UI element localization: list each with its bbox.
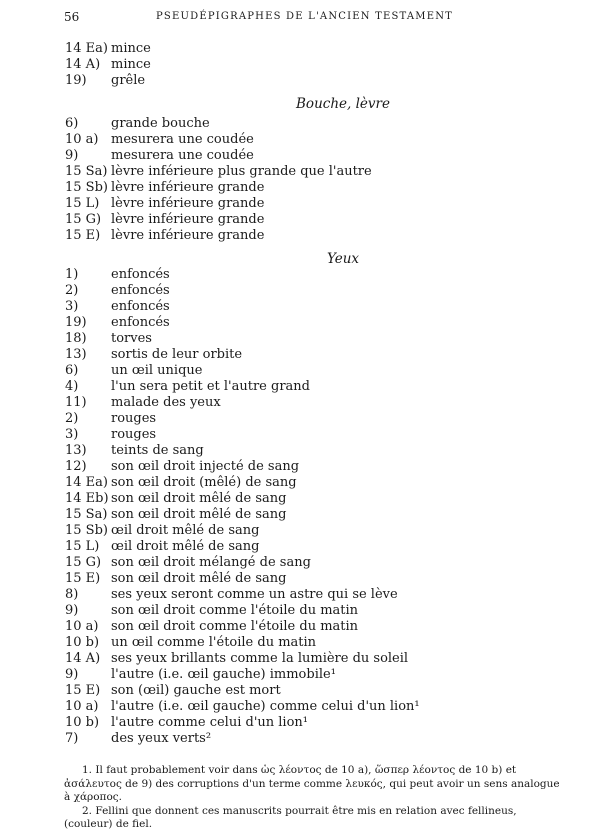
siglum: 2) bbox=[65, 411, 79, 426]
list-item bbox=[0, 571, 606, 587]
entry-text: son œil droit comme l'étoile du matin bbox=[111, 603, 359, 618]
siglum: 18) bbox=[65, 331, 87, 346]
entry-text: son œil droit mêlé de sang bbox=[111, 507, 287, 522]
siglum: 15 E) bbox=[65, 683, 101, 698]
entry-text: lèvre inférieure grande bbox=[111, 228, 265, 243]
list-item bbox=[0, 180, 606, 196]
entry-text: mince bbox=[111, 57, 151, 72]
siglum: 14 Eb) bbox=[65, 491, 109, 506]
siglum: 15 Sb) bbox=[65, 523, 108, 538]
siglum: 12) bbox=[65, 459, 87, 474]
siglum: 6) bbox=[65, 363, 79, 378]
list-item bbox=[0, 619, 606, 635]
entry-text: l'un sera petit et l'autre grand bbox=[111, 379, 310, 394]
siglum: 10 a) bbox=[65, 699, 99, 714]
list-item bbox=[0, 603, 606, 619]
siglum: 4) bbox=[65, 379, 79, 394]
siglum: 7) bbox=[65, 731, 79, 746]
list-item bbox=[0, 228, 606, 244]
entry-text: enfoncés bbox=[111, 283, 170, 298]
siglum: 8) bbox=[65, 587, 79, 602]
list-item bbox=[0, 683, 606, 699]
list-item bbox=[0, 731, 606, 747]
entry-text: ses yeux brillants comme la lumière du soleil bbox=[111, 651, 409, 666]
page-header bbox=[64, 10, 546, 26]
siglum: 9) bbox=[65, 603, 79, 618]
entry-text: son œil droit mélangé de sang bbox=[111, 555, 311, 570]
entry-text: torves bbox=[111, 331, 152, 346]
entry-text: enfoncés bbox=[111, 315, 170, 330]
entry-text: l'autre (i.e. œil gauche) immobile¹ bbox=[111, 667, 336, 682]
entry-text: des yeux verts² bbox=[111, 731, 212, 746]
siglum: 15 E) bbox=[65, 228, 101, 243]
siglum: 19) bbox=[65, 315, 87, 330]
list-item bbox=[0, 555, 606, 571]
entry-text: lèvre inférieure plus grande que l'autre bbox=[111, 164, 372, 179]
entry-text: grêle bbox=[111, 73, 146, 88]
entry-text: son (œil) gauche est mort bbox=[111, 683, 281, 698]
siglum: 2) bbox=[65, 283, 79, 298]
siglum: 13) bbox=[65, 443, 87, 458]
list-item bbox=[0, 411, 606, 427]
list-item bbox=[0, 283, 606, 299]
list-item bbox=[0, 491, 606, 507]
entry-text: lèvre inférieure grande bbox=[111, 180, 265, 195]
siglum: 15 L) bbox=[65, 196, 100, 211]
siglum: 10 a) bbox=[65, 619, 99, 634]
list-item bbox=[0, 443, 606, 459]
list-item bbox=[0, 73, 606, 89]
siglum: 3) bbox=[65, 427, 79, 442]
siglum: 10 b) bbox=[65, 635, 100, 650]
entry-text: son œil droit injecté de sang bbox=[111, 459, 300, 474]
entry-text: enfoncés bbox=[111, 267, 170, 282]
section-title: Yeux bbox=[326, 251, 360, 267]
list-item bbox=[0, 715, 606, 731]
siglum: 15 Sb) bbox=[65, 180, 108, 195]
list-item bbox=[0, 427, 606, 443]
entry-text: mesurera une coudée bbox=[111, 132, 254, 147]
entry-text: l'autre comme celui d'un lion¹ bbox=[111, 715, 308, 730]
siglum: 9) bbox=[65, 667, 79, 682]
list-item bbox=[0, 507, 606, 523]
siglum: 14 A) bbox=[65, 57, 101, 72]
entry-text: rouges bbox=[111, 411, 157, 426]
list-item bbox=[0, 164, 606, 180]
siglum: 15 G) bbox=[65, 555, 102, 570]
list-item bbox=[0, 651, 606, 667]
entry-text: mesurera une coudée bbox=[111, 148, 254, 163]
list-item bbox=[0, 635, 606, 651]
list-item bbox=[0, 57, 606, 73]
list-item bbox=[0, 379, 606, 395]
siglum: 15 Sa) bbox=[65, 507, 108, 522]
siglum: 14 A) bbox=[65, 651, 101, 666]
list-item bbox=[0, 475, 606, 491]
entry-text: malade des yeux bbox=[111, 395, 221, 410]
entry-text: enfoncés bbox=[111, 299, 170, 314]
list-item bbox=[0, 395, 606, 411]
list-item bbox=[0, 132, 606, 148]
entry-text: son œil droit mêlé de sang bbox=[111, 571, 287, 586]
list-item bbox=[0, 699, 606, 715]
section-title: Bouche, lèvre bbox=[296, 96, 390, 112]
list-item bbox=[0, 267, 606, 283]
entry-text: son œil droit mêlé de sang bbox=[111, 491, 287, 506]
siglum: 1) bbox=[65, 267, 79, 282]
list-item bbox=[0, 41, 606, 57]
siglum: 15 E) bbox=[65, 571, 101, 586]
list-item bbox=[0, 148, 606, 164]
siglum: 13) bbox=[65, 347, 87, 362]
list-item bbox=[0, 667, 606, 683]
siglum: 14 Ea) bbox=[65, 41, 108, 56]
entry-text: ses yeux seront comme un astre qui se lève bbox=[111, 587, 398, 602]
entry-text: son œil droit (mêlé) de sang bbox=[111, 475, 297, 490]
list-item bbox=[0, 196, 606, 212]
list-item bbox=[0, 523, 606, 539]
siglum: 14 Ea) bbox=[65, 475, 108, 490]
list-item bbox=[0, 331, 606, 347]
siglum: 15 G) bbox=[65, 212, 102, 227]
siglum: 10 a) bbox=[65, 132, 99, 147]
running-head: PSEUDÉPIGRAPHES DE L'ANCIEN TESTAMENT bbox=[156, 11, 454, 22]
siglum: 3) bbox=[65, 299, 79, 314]
list-item bbox=[0, 212, 606, 228]
list-item bbox=[0, 539, 606, 555]
entry-text: rouges bbox=[111, 427, 157, 442]
entry-text: grande bouche bbox=[111, 116, 210, 131]
page-number: 56 bbox=[64, 10, 80, 24]
footnotes bbox=[64, 764, 564, 832]
list-item bbox=[0, 459, 606, 475]
list-item bbox=[0, 363, 606, 379]
siglum: 15 Sa) bbox=[65, 164, 108, 179]
list-item bbox=[0, 347, 606, 363]
entry-text: lèvre inférieure grande bbox=[111, 196, 265, 211]
entry-text: l'autre (i.e. œil gauche) comme celui d'un lion¹ bbox=[111, 699, 420, 714]
list-item bbox=[0, 299, 606, 315]
siglum: 10 b) bbox=[65, 715, 100, 730]
siglum: 6) bbox=[65, 116, 79, 131]
entry-text: œil droit mêlé de sang bbox=[111, 539, 260, 554]
entry-text: lèvre inférieure grande bbox=[111, 212, 265, 227]
siglum: 19) bbox=[65, 73, 87, 88]
list-item bbox=[0, 116, 606, 132]
footnote: 1. Il faut probablement voir dans ὡς λέοντος de 10 a), ὥσπερ λέοντος de 10 b) et ἀσάλευτος de 9) des corruptions d'un terme comme λευκός, qui peut avoir un sens analogue à χάροπος. bbox=[64, 764, 560, 803]
siglum: 15 L) bbox=[65, 539, 100, 554]
entry-text: mince bbox=[111, 41, 151, 56]
entry-text: teints de sang bbox=[111, 443, 204, 458]
siglum: 9) bbox=[65, 148, 79, 163]
entry-text: son œil droit comme l'étoile du matin bbox=[111, 619, 359, 634]
list-item bbox=[0, 587, 606, 603]
footnote: 2. Fellini que donnent ces manuscrits pourrait être mis en relation avec fellineus, (couleur) de fiel. bbox=[64, 804, 517, 830]
entry-text: un œil unique bbox=[111, 363, 203, 378]
siglum: 11) bbox=[65, 395, 87, 410]
entry-text: sortis de leur orbite bbox=[111, 347, 243, 362]
entry-text: œil droit mêlé de sang bbox=[111, 523, 260, 538]
entry-text: un œil comme l'étoile du matin bbox=[111, 635, 317, 650]
list-item bbox=[0, 315, 606, 331]
